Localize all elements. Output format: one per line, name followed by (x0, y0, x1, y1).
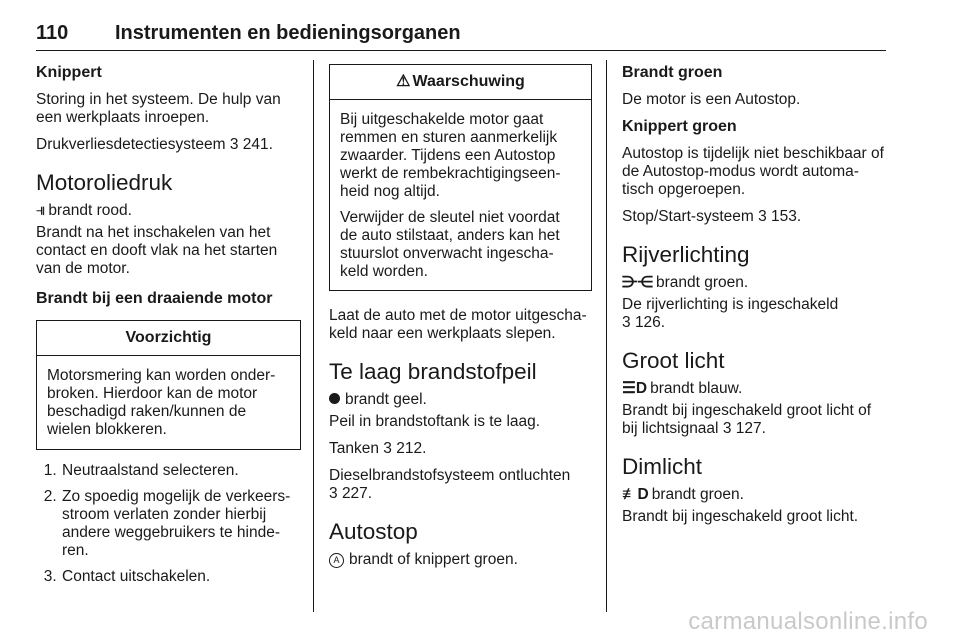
page-ref-icon: 3 (383, 440, 392, 457)
page-ref-icon: 3 (622, 314, 631, 331)
section-heading: Rijverlichting (622, 242, 750, 267)
list-item: 3. Contact uitschakelen. (61, 568, 301, 586)
paragraph: Drukverliesdetectiesysteem 3 241. (36, 136, 273, 153)
section-heading: Groot licht (622, 348, 725, 373)
page-ref[interactable]: 126. (634, 314, 666, 331)
page-ref-icon: 3 (722, 420, 732, 437)
warning-text: Bij uitgeschakelde motor gaat remmen en sturen aanmerkelijk zwaarder. Tijdens een Autostop werkt de rembekrachtigingseen-heid nog altijd. (340, 111, 561, 200)
paragraph: Dieselbrandstofsysteem ontluchten 3 227. (329, 467, 571, 502)
column-divider (313, 60, 314, 612)
section-heading: Motoroliedruk (36, 170, 173, 195)
paragraph: De rijverlichting is ingeschakeld 3 126. (622, 296, 839, 331)
section-heading: Dimlicht (622, 454, 703, 479)
watermark: carmanualsonline.info (688, 608, 928, 635)
oil-pressure-icon: ⫣ (36, 202, 46, 219)
paragraph: ⫣ brandt rood. (36, 202, 132, 219)
warning-box (329, 64, 592, 291)
page-ref[interactable]: 212. (396, 440, 427, 457)
section-heading: Brandt bij een draaiende motor (36, 290, 273, 307)
running-light-icon: ⋺⋲ (622, 274, 653, 291)
page-number: 110 (36, 22, 69, 44)
section-heading: Brandt groen (622, 64, 723, 81)
list-item: 2. Zo spoedig mogelijk de verkeers-stroom verlaten zonder hierbij andere weggebruikers te hinde-ren. (61, 488, 301, 560)
page-ref[interactable]: 227. (341, 485, 373, 502)
column-divider (606, 60, 607, 612)
paragraph: ⋺⋲ brandt groen. (622, 274, 749, 291)
paragraph: Brandt bij ingeschakeld groot licht of bij lichtsignaal 3 127. (622, 402, 872, 437)
paragraph: Storing in het systeem. De hulp van een werkplaats inroepen. (36, 91, 281, 126)
section-heading: Knippert groen (622, 118, 737, 135)
paragraph: A brandt of knippert groen. (329, 551, 592, 569)
fuel-indicator-icon (329, 393, 340, 404)
page-title: Instrumenten en bedieningsorganen (115, 22, 461, 44)
caution-text: Motorsmering kan worden onder-broken. Hierdoor kan de motor beschadigd raken/kunnen de wielen blokkeren. (47, 367, 276, 438)
warning-title: ⚠ Waarschuwing (330, 65, 591, 100)
paragraph: ☰D brandt blauw. (622, 380, 743, 397)
column-2 (329, 64, 592, 578)
page-ref[interactable]: 127. (735, 420, 766, 437)
warning-text: Verwijder de sleutel niet voordat de auto stilstaat, anders kan het stuurslot onverwacht ingescha-keld worden. (340, 209, 560, 280)
paragraph: Laat de auto met de motor uitgescha-keld naar een werkplaats slepen. (329, 307, 587, 342)
paragraph: Stop/Start-systeem 3 153. (622, 208, 802, 225)
caution-title: Voorzichtig (37, 321, 300, 356)
page-ref-icon: 3 (329, 485, 338, 502)
page-ref[interactable]: 153. (771, 208, 802, 225)
paragraph: brandt geel. (329, 391, 592, 409)
paragraph: ≢D brandt groen. (622, 486, 744, 503)
dipped-beam-icon: ≢D (622, 486, 649, 503)
paragraph: De motor is een Autostop. (622, 91, 801, 108)
paragraph: Tanken 3 212. (329, 440, 427, 457)
paragraph: Brandt na het inschakelen van het contact en dooft vlak na het starten van de motor. (36, 224, 278, 277)
page-ref[interactable]: 241. (242, 136, 273, 153)
section-heading: Knippert (36, 64, 102, 81)
steps-list (36, 462, 301, 586)
section-heading: Te laag brandstofpeil (329, 359, 537, 384)
section-heading: Autostop (329, 519, 418, 544)
paragraph: Autostop is tijdelijk niet beschikbaar of de Autostop-modus wordt automa-tisch opgeroepen. (622, 145, 884, 198)
paragraph: Peil in brandstoftank is te laag. (329, 413, 541, 430)
column-1 (36, 64, 301, 594)
high-beam-icon: ☰D (622, 380, 648, 397)
page-ref-icon: 3 (758, 208, 767, 225)
list-item: 1. Neutraalstand selecteren. (61, 462, 301, 480)
caution-box (36, 320, 301, 450)
autostop-icon: A (329, 553, 344, 568)
warning-icon: ⚠ (396, 73, 411, 90)
paragraph: Brandt bij ingeschakeld groot licht. (622, 508, 859, 525)
column-3 (622, 64, 890, 535)
page-header (36, 20, 886, 51)
page-ref-icon: 3 (229, 136, 239, 153)
